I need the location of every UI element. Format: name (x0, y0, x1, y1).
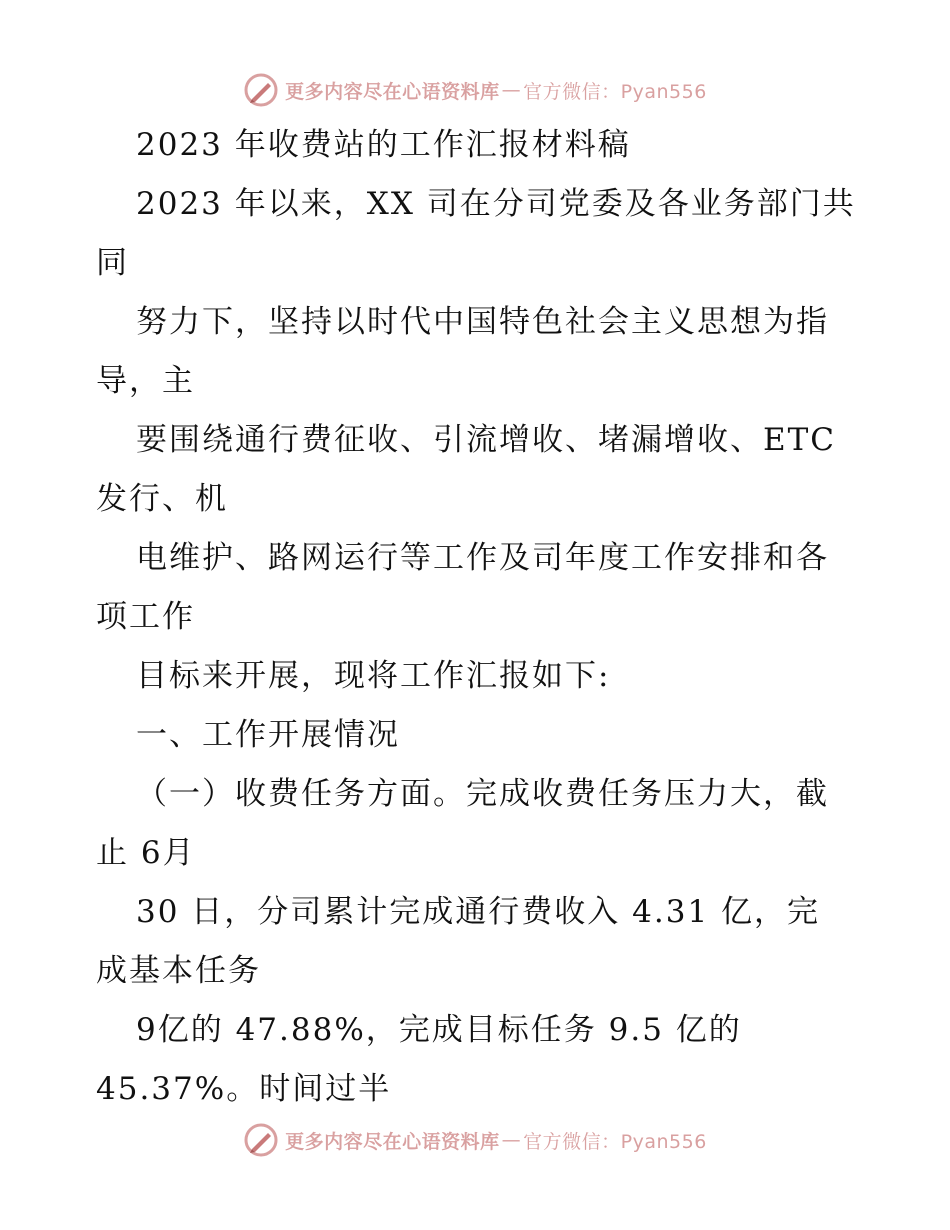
paragraph-line: 2023 年以来，XX 司在分司党委及各业务部门共 (136, 186, 856, 222)
document-body (96, 116, 856, 1119)
paragraph-line: 项工作 (96, 599, 195, 635)
paragraph-line: 发行、机 (96, 481, 228, 517)
paragraph-line: 成基本任务 (96, 953, 261, 989)
watermark-contact: 官方微信：Pyan556 (523, 80, 707, 103)
paragraph-line: 9亿的 47.88%，完成目标任务 9.5 亿的 (136, 1012, 742, 1048)
header-watermark (0, 70, 950, 110)
paragraph-line: 止 6月 (96, 835, 196, 871)
pen-logo-icon (243, 72, 279, 108)
watermark-contact: 官方微信：Pyan556 (523, 1130, 707, 1153)
paragraph-line: 同 (96, 245, 129, 281)
footer-watermark (0, 1120, 950, 1160)
section-heading: 一、工作开展情况 (136, 717, 400, 753)
paragraph-line: 要围绕通行费征收、引流增收、堵漏增收、ETC (136, 422, 837, 458)
watermark-dash: — (501, 1129, 522, 1151)
paragraph-line: 导，主 (96, 363, 195, 399)
paragraph-line: （一）收费任务方面。完成收费任务压力大，截 (136, 776, 829, 812)
paragraph-line: 45.37%。时间过半 (96, 1071, 392, 1107)
pen-logo-icon (243, 1122, 279, 1158)
watermark-text: 更多内容尽在心语资料库 (285, 80, 500, 103)
document-title: 2023 年收费站的工作汇报材料稿 (136, 127, 631, 163)
watermark-dash: — (501, 79, 522, 101)
paragraph-line: 30 日，分司累计完成通行费收入 4.31 亿，完 (136, 894, 821, 930)
paragraph-line: 目标来开展，现将工作汇报如下: (136, 658, 611, 694)
paragraph-line: 努力下，坚持以时代中国特色社会主义思想为指 (136, 304, 829, 340)
paragraph-line: 电维护、路网运行等工作及司年度工作安排和各 (136, 540, 829, 576)
watermark-text: 更多内容尽在心语资料库 (285, 1130, 500, 1153)
